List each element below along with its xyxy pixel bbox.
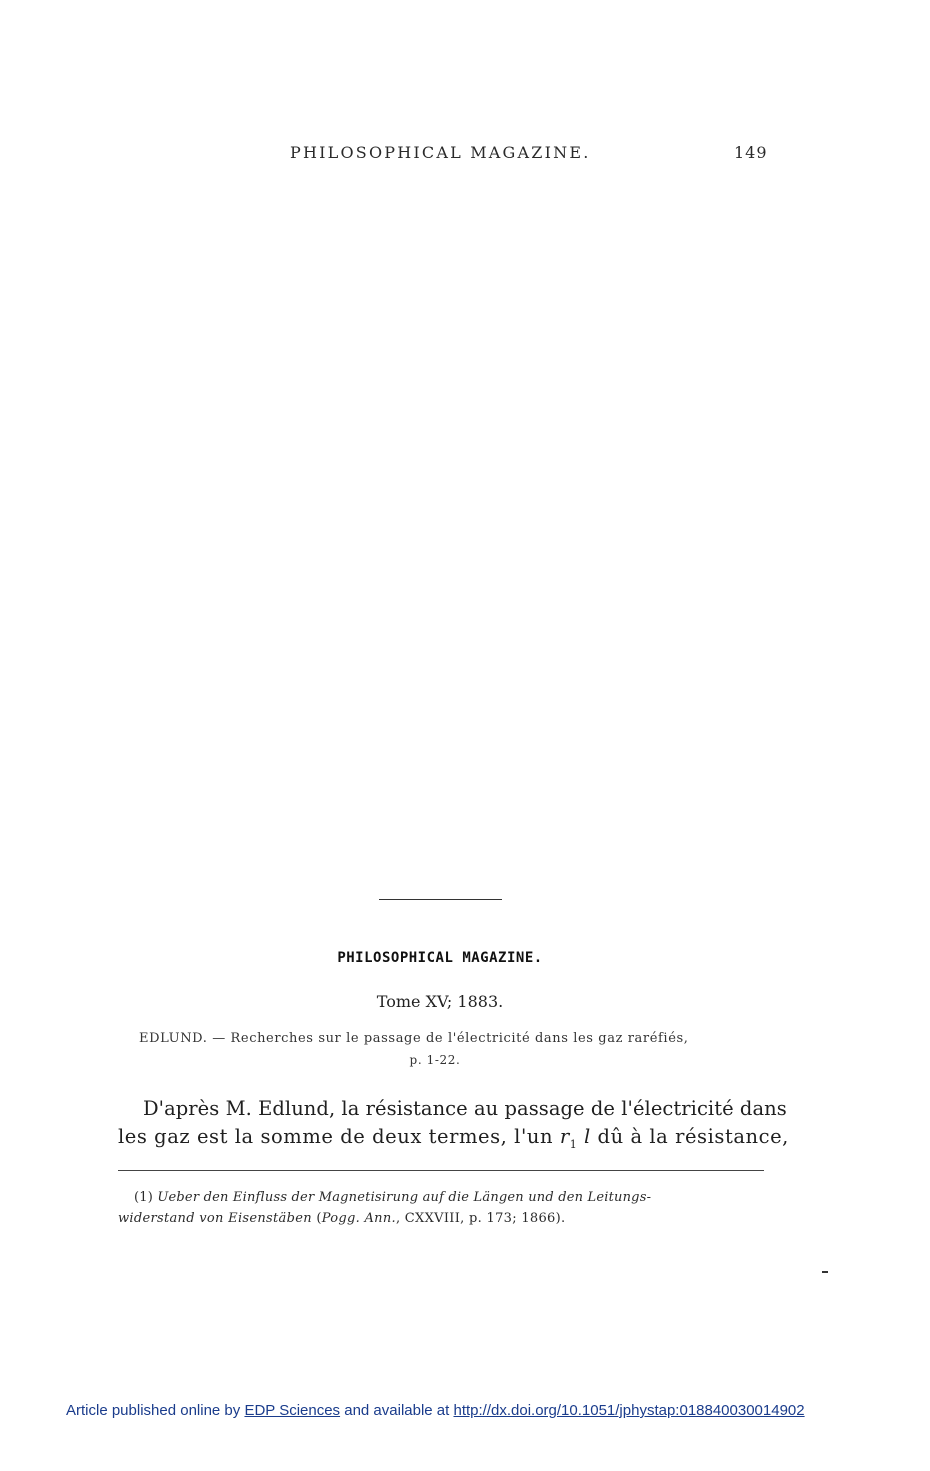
page-number: 149 xyxy=(734,143,768,162)
footnote-text: Ueber den Einfluss der Magnetisirung auf die Längen und den Leitungs- xyxy=(157,1190,652,1205)
math-subscript: 1 xyxy=(569,1137,578,1151)
section-title: PHILOSOPHICAL MAGAZINE. xyxy=(337,950,543,966)
attribution-line xyxy=(66,1402,805,1419)
footnote-line xyxy=(134,1190,651,1205)
stray-mark xyxy=(822,1271,828,1273)
doi-link[interactable]: http://dx.doi.org/10.1051/jphystap:018840030014902 xyxy=(453,1402,805,1419)
section-separator-rule xyxy=(379,899,502,900)
running-head: PHILOSOPHICAL MAGAZINE. xyxy=(290,143,591,162)
attribution-middle: and available at xyxy=(340,1402,454,1419)
footnote-text: ( xyxy=(311,1211,322,1226)
footnote-marker: (1) xyxy=(134,1190,154,1205)
article-pages: p. 1-22. xyxy=(409,1053,461,1067)
body-text-line: D'après M. Edlund, la résistance au passage de l'électricité dans xyxy=(143,1097,787,1120)
article-heading: EDLUND. — Recherches sur le passage de l'électricité dans les gaz raréfiés, xyxy=(139,1031,689,1046)
body-text-segment: dû à la résistance, xyxy=(590,1125,789,1148)
math-variable-l: l xyxy=(584,1125,591,1148)
footnote-journal: Pogg. Ann. xyxy=(321,1211,396,1226)
body-text-segment: les gaz est la somme de deux termes, l'un xyxy=(118,1125,560,1148)
body-text-line xyxy=(118,1125,789,1151)
footnote-rule xyxy=(118,1170,764,1171)
footnote-text: widerstand von Eisenstäben xyxy=(118,1211,312,1226)
footnote-text: , CXXVIII, p. 173; 1866). xyxy=(395,1211,566,1226)
footnote-line xyxy=(118,1211,565,1226)
attribution-prefix: Article published online by xyxy=(66,1402,245,1419)
tome-line: Tome XV; 1883. xyxy=(376,992,504,1011)
math-variable-r: r xyxy=(559,1125,570,1148)
publisher-link[interactable]: EDP Sciences xyxy=(244,1402,341,1419)
